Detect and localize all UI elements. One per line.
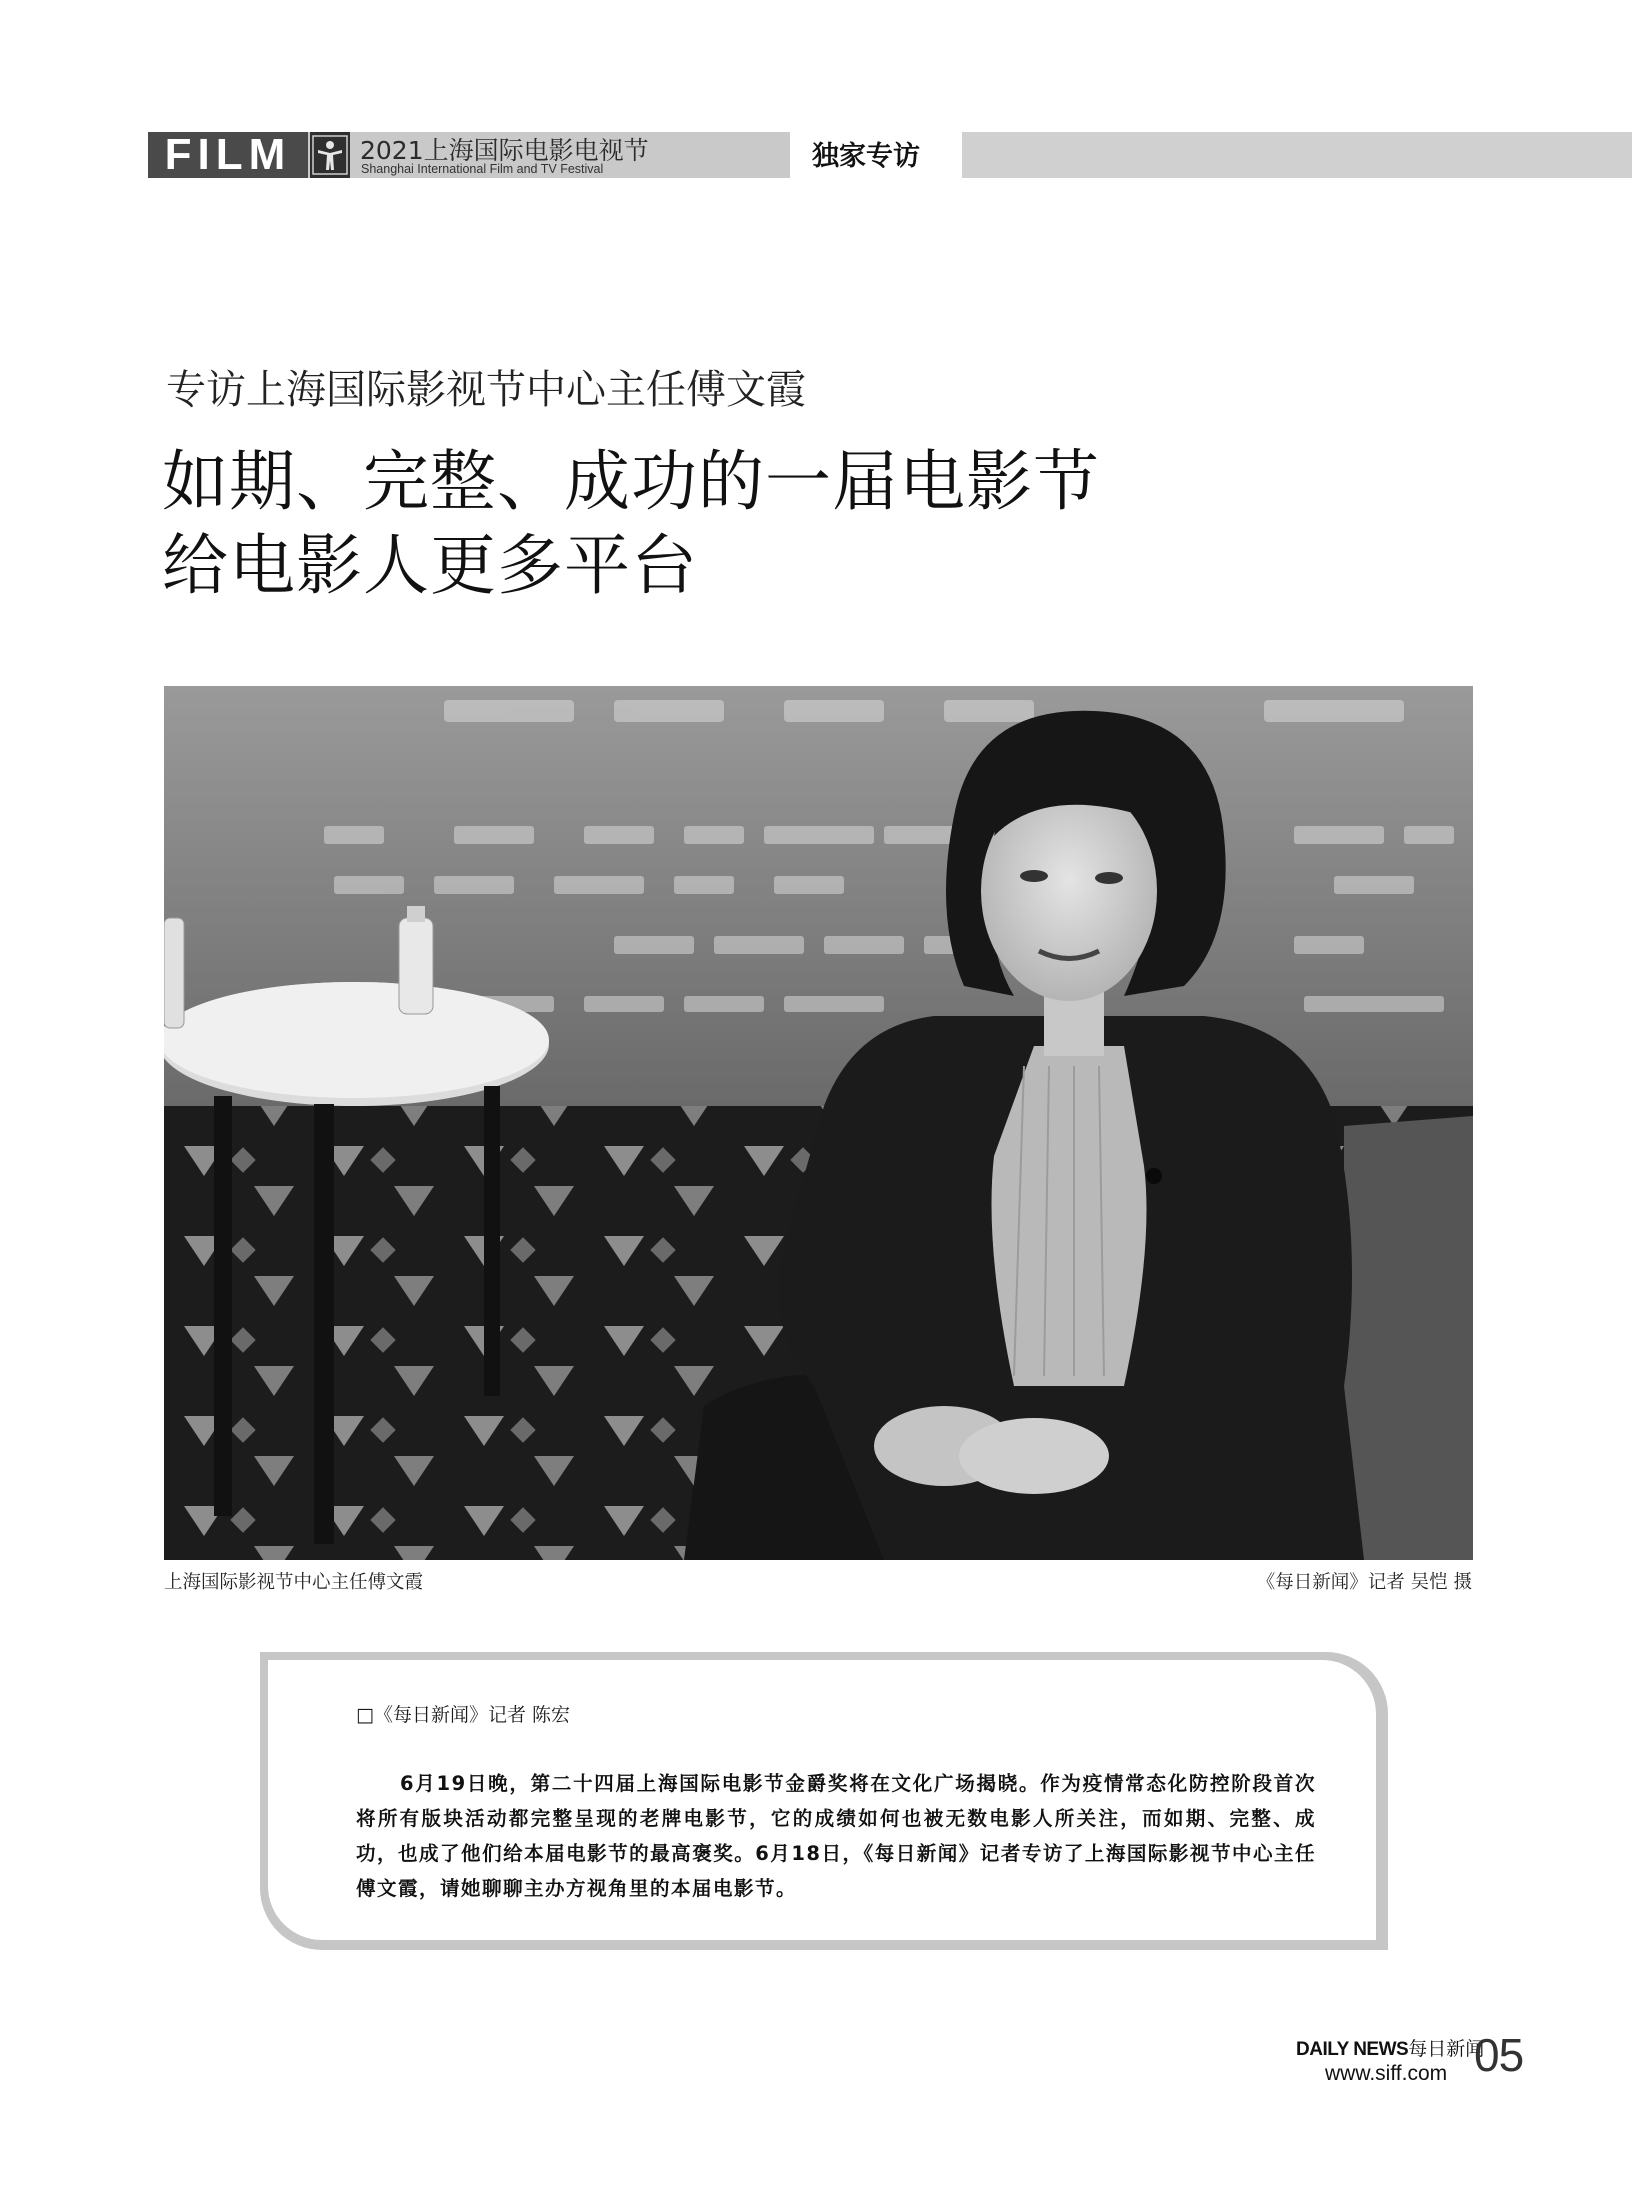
footer-url: www.siff.com bbox=[1325, 2062, 1448, 2085]
film-logo: FILM bbox=[148, 132, 308, 178]
headline-line-1: 如期、完整、成功的一届电影节 bbox=[162, 443, 1100, 520]
festival-name-cn: 2021上海国际电影电视节 bbox=[360, 136, 649, 165]
section-label: 独家专访 bbox=[812, 141, 920, 172]
footer-brand-en: DAILY NEWS bbox=[1296, 2039, 1409, 2060]
footer-brand-cn: 每日新闻 bbox=[1408, 2038, 1485, 2060]
headline-line-2: 给电影人更多平台 bbox=[162, 527, 698, 604]
article-subtitle: 专访上海国际影视节中心主任傅文霞 bbox=[166, 367, 806, 413]
photo-caption: 上海国际影视节中心主任傅文霞 bbox=[164, 1572, 424, 1593]
intro-paragraph-text: 6月19日晚，第二十四届上海国际电影节金爵奖将在文化广场揭晓。作为疫情常态化防控阶段首次将所有版块活动都完整呈现的老牌电影节，它的成绩如何也被无数电影人所关注，而如期、完整、成功，也成了他们给本届电影节的最高褒奖。6月18日，《每日新闻》记者专访了上海国际影视节中心主任傅文霞，请她聊聊主办方视角里的本届电影节。 bbox=[356, 1772, 1316, 1900]
footer-brand bbox=[1296, 2034, 1484, 2061]
reporter-byline: □《每日新闻》记者 陈宏 bbox=[356, 1704, 570, 1726]
festival-emblem-icon bbox=[310, 132, 350, 178]
intro-paragraph bbox=[356, 1766, 1316, 1906]
header-bar-right bbox=[962, 132, 1632, 178]
page-number: 05 bbox=[1474, 2029, 1524, 2081]
festival-name-en: Shanghai International Film and TV Festival bbox=[361, 162, 604, 176]
photo-credit: 《每日新闻》记者 吴恺 摄 bbox=[1256, 1572, 1472, 1593]
interview-photo bbox=[164, 686, 1473, 1560]
